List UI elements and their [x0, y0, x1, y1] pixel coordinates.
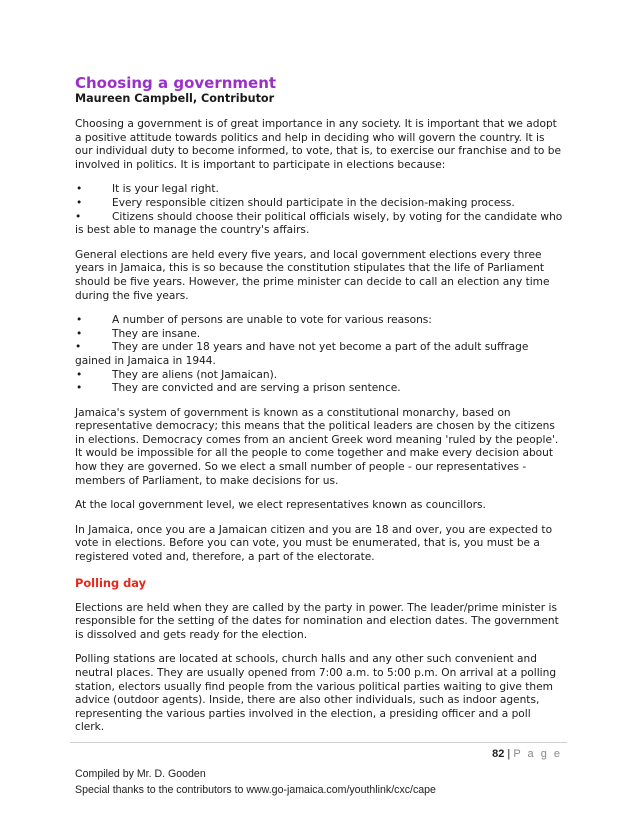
local-government-paragraph: At the local government level, we elect representatives known as councillors. [75, 499, 486, 512]
list-item: • They are under 18 years and have not yet become a part of the adult suffrage gained in Jamaica in 1944. [75, 341, 529, 367]
bullet-icon: • [76, 368, 83, 381]
intro-paragraph: Choosing a government is of great importance in any society. It is important that we adopt a positive attitude towards politics and help in deciding who will govern the country. It is our individual duty to become informed, to vote, that is, to exercise our franchise and to be involved in politics. It is important to participate in elections because: [75, 118, 561, 171]
reasons-list [75, 183, 563, 237]
page-label: P a g e [513, 748, 562, 760]
bullet-icon: • [76, 196, 83, 209]
polling-paragraph-1: Elections are held when they are called by the party in power. The leader/prime minister is responsible for the setting of the dates for nomination and election dates. The government is dissolved and gets ready for the election. [75, 601, 559, 641]
list-item: • A number of persons are unable to vote for various reasons: [76, 314, 432, 327]
article-title: Choosing a government [75, 74, 277, 92]
footer-compiled: Compiled by Mr. D. Gooden [75, 768, 206, 780]
list-item: • They are convicted and are serving a prison sentence. [76, 382, 401, 395]
bullet-icon: • [76, 382, 83, 395]
system-paragraph: Jamaica's system of government is known as a constitutional monarchy, based on representative democracy; this means that the political leaders are chosen by the citizens in elections. Democracy comes from an ancient Greek word meaning 'ruled by the people'. It would be impossible for all the people to come together and make every decision about how they are governed. So we elect a small number of people - our representatives - members of Parliament, to make decisions for us. [75, 406, 559, 487]
elections-paragraph: General elections are held every five years, and local government elections every three years in Jamaica, this is so because the constitution stipulates that the life of Parliament should be five years. However, the prime minister can decide to call an election any time during the five years. [75, 248, 550, 302]
unable-list [75, 314, 563, 396]
list-item: • It is your legal right. [76, 183, 219, 196]
polling-day-heading: Polling day [75, 575, 147, 590]
page-number-value: 82 [492, 748, 505, 760]
list-item: • They are aliens (not Jamaican). [76, 368, 278, 381]
article-byline: Maureen Campbell, Contributor [75, 92, 275, 105]
bullet-icon: • [75, 210, 82, 223]
bullet-icon: • [76, 327, 83, 340]
list-item: • They are insane. [76, 327, 201, 340]
list-item: • Citizens should choose their political officials wisely, by voting for the candidate who is best able to manage the country's affairs. [75, 210, 563, 237]
footer-divider [70, 742, 567, 743]
polling-paragraph-2: Polling stations are located at schools, church halls and any other such convenient and neutral places. They are usually opened from 7:00 a.m. to 5:00 p.m. On arrival at a polling station, electors usually find people from the various political parties waiting to give them advice (outdoor agents). Inside, there are also other individuals, such as indoor agents, representing the various parties involved in the election, a presiding officer and a poll clerk. [75, 653, 557, 734]
list-item: • Every responsible citizen should participate in the decision-making process. [76, 196, 515, 209]
article [75, 74, 563, 746]
citizen-paragraph: In Jamaica, once you are a Jamaican citizen and you are 18 and over, you are expected to vote in elections. Before you can vote, you must be enumerated, that is, you must be a registered voted and, therefore, a part of the electorate. [75, 523, 553, 564]
bullet-icon: • [76, 183, 83, 196]
page-number-separator: | [507, 748, 511, 760]
bullet-icon: • [76, 314, 83, 327]
page-number [492, 748, 562, 760]
footer-thanks: Special thanks to the contributors to www.go-jamaica.com/youthlink/cxc/cape [75, 784, 436, 796]
bullet-icon: • [75, 341, 82, 354]
